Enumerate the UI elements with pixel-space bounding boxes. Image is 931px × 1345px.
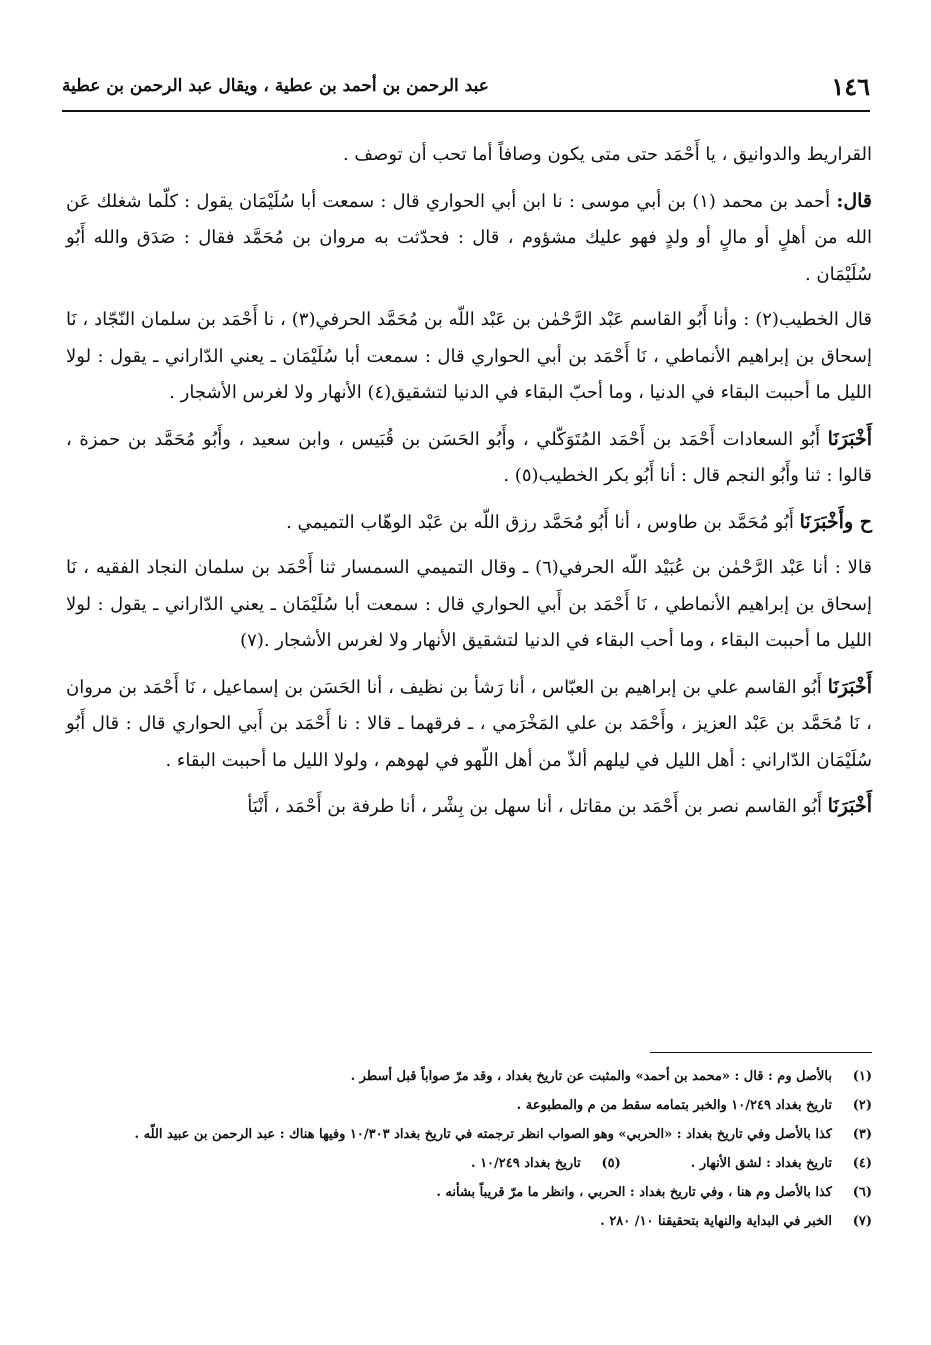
footnote-text: بالأصل وم : قال : «محمد بن أحمد» والمثبت عن تاريخ بغداد ، وقد مرّ صواباً قبل أسطر . — [350, 1069, 832, 1084]
footnote-number: (٣) — [852, 1127, 872, 1142]
footnote — [471, 1149, 621, 1178]
footnote-number: (٥) — [601, 1156, 621, 1171]
paragraph-lead: قال: — [836, 189, 873, 212]
footnote-text: تاريخ بغداد ١٠/٢٤٩ والخبر بتمامه سقط من م والمطبوعة . — [516, 1098, 832, 1113]
main-text — [66, 137, 872, 835]
paragraph-text: القراريط والدوانيق ، يا أَحْمَد حتى متى يكون وصافاً أما تحب أن توصف . — [342, 144, 872, 165]
paragraph — [66, 550, 872, 660]
paragraph-lead: أَخْبَرَنَا — [827, 675, 872, 698]
footnote-number: (٢) — [852, 1098, 872, 1113]
footnote — [66, 1178, 872, 1207]
footnote — [66, 1120, 872, 1149]
paragraph — [66, 421, 872, 495]
running-title: عبد الرحمن بن أحمد بن عطية ، ويقال عبد الرحمن بن عطية — [62, 76, 489, 96]
footnote-text: تاريخ بغداد : لشق الأنهار . — [690, 1156, 832, 1171]
paragraph-lead: أَخْبَرَنَا — [827, 427, 872, 450]
header-rule — [62, 110, 870, 112]
paragraph — [66, 504, 872, 542]
paragraph-text: قال الخطيب(٢) : وأنا أَبُو القاسم عَبْد الرَّحْمٰن بن عَبْد اللّه بن مُحَمَّد الحرفي(٣) ، نا أَحْمَد بن سلمان النّجّاد ، نَا إسحاق بن إبراهيم الأنماطي ، نَا أَحْمَد بن أبي الحواري قال : سمعت أبا سُلَيْمَان ـ يعني الدّاراني ـ يقول : لولا الليل ما أحببت البقاء في الدنيا ، وما أحبّ البقاء في الدنيا لتشقيق(٤) الأنهار ولا لغرس الأشجار . — [66, 309, 872, 403]
paragraph — [66, 137, 872, 174]
footnote-number: (٦) — [852, 1185, 872, 1200]
paragraph-text: أَبُو القاسم نصر بن أَحْمَد بن مقاتل ، أنا سهل بن بِشْر ، أنا طرفة بن أَحْمَد ، أَنْبَأ — [247, 796, 828, 817]
footnote-number: (١) — [852, 1069, 872, 1084]
footnote-pair — [66, 1149, 872, 1178]
paragraph — [66, 669, 872, 780]
footnote-number: (٤) — [852, 1156, 872, 1171]
page-number: ١٤٦ — [831, 71, 870, 101]
paragraph-text: أَبُو مُحَمَّد بن طاوس ، أنا أَبُو مُحَمَّد رزق اللّه بن عَبْد الوهّاب التميمي . — [286, 511, 800, 533]
paragraph-lead: ح وأَخْبَرَنَا — [799, 510, 872, 533]
footnotes — [66, 1062, 872, 1236]
paragraph — [66, 183, 872, 294]
paragraph — [66, 788, 872, 826]
footnote — [66, 1207, 872, 1236]
paragraph-text: أَبُو القاسم علي بن إبراهيم بن العبّاس ، أنا رَشأ بن نظيف ، أنا الحَسَن بن إسماعيل ، نَا أَحْمَد بن مروان ، نَا مُحَمَّد بن عَبْد العزيز ، وأَحْمَد بن علي المَخْرَمي ، ـ فرقهما ـ قالا : نا أَحْمَد بن أَبي الحواري قال : قال أَبُو سُلَيْمَان الدّاراني : أهل الليل في ليلهم ألذّ من أهل اللّهو في لهوهم ، ولولا الليل ما أحببت البقاء . — [66, 676, 872, 771]
footnote-text: الخبر في البداية والنهاية بتحقيقنا ١٠/ ٢٨٠ . — [600, 1214, 832, 1229]
footnote — [66, 1062, 872, 1091]
paragraph-text: أَبُو السعادات أَحْمَد بن أَحْمَد المُتَوَكّلي ، وأَبُو الحَسَن بن قُبَيس ، وابن سعيد ، وأَبُو مُحَمَّد بن حمزة ، قالوا : ثنا وأَبُو النجم قال : أنا أَبُو بكر الخطيب(٥) . — [66, 428, 872, 486]
footnote — [691, 1149, 872, 1178]
footnote — [66, 1091, 872, 1120]
paragraph-lead: أَخْبَرَنَا — [827, 795, 872, 817]
footnote-number: (٧) — [852, 1214, 872, 1229]
footnote-text: كذا بالأصل وم هنا ، وفي تاريخ بغداد : الحربي ، وانظر ما مرّ قريباً بشأنه . — [436, 1185, 832, 1200]
footnote-text: كذا بالأصل وفي تاريخ بغداد : «الحربي» وهو الصواب انظر ترجمته في تاريخ بغداد ١٠/٣٠٣ وفيها هناك : عبد الرحمن بن عبيد اللّه . — [134, 1127, 832, 1142]
paragraph — [66, 302, 872, 412]
footnote-text: تاريخ بغداد ١٠/٢٤٩ . — [471, 1156, 581, 1171]
footnote-rule — [650, 1052, 872, 1053]
paragraph-text: أحمد بن محمد (١) بن أبي موسى : نا ابن أبي الحواري قال : سمعت أبا سُلَيْمَان يقول : كلّما شغلك عَن الله من أهلٍ أو مالٍ أو ولدٍ فهو عليك مشؤوم ، قال : فحدّثت به مروان بن مُحَمَّد فقال : صَدَق والله أَبُو سُلَيْمَان . — [66, 190, 872, 285]
page-header — [62, 72, 870, 100]
paragraph-text: قالا : أنا عَبْد الرَّحْمٰن بن عُبَيْد اللّه الحرفي(٦) ـ وقال التميمي السمسار ثنا أَحْمَد بن سلمان النجاد الفقيه ، نَا إسحاق بن إبراهيم الأنماطي ، نَا أَحْمَد بن أَبي الحواري قال : سمعت أبا سُلَيْمَان ـ يعني الدّاراني ـ يقول : لولا الليل ما أحببت البقاء ، وما أحب البقاء في الدنيا لتشقيق الأنهار ولا لغرس الأشجار .(٧) — [66, 557, 872, 651]
